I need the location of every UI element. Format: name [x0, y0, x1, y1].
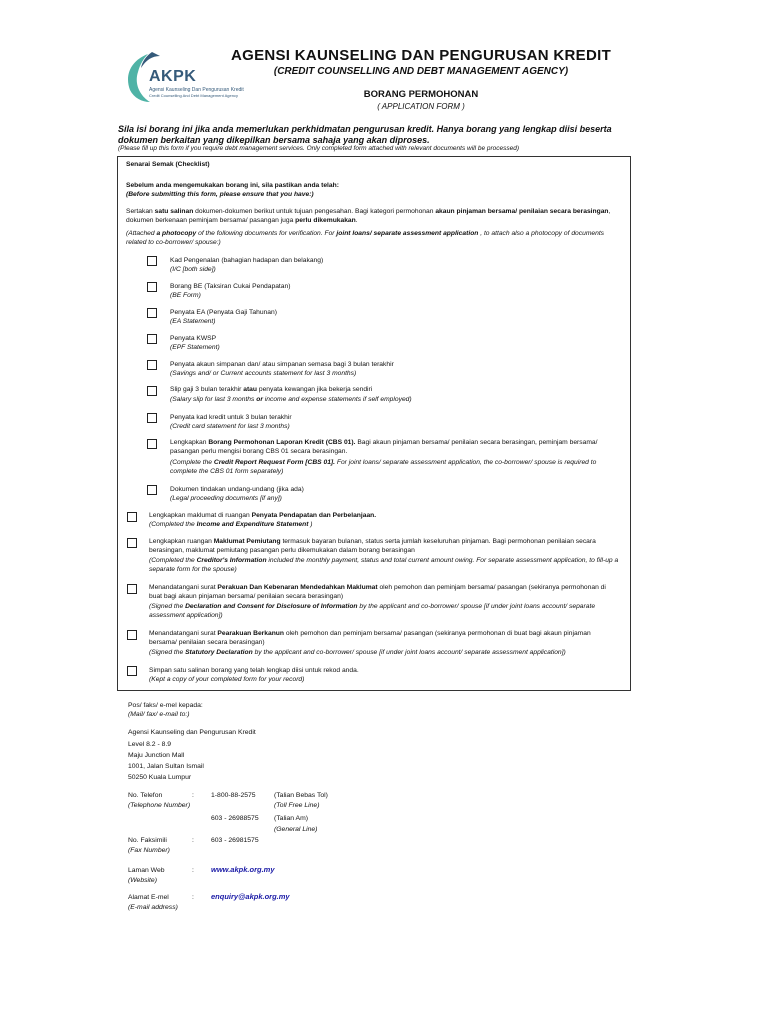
text: penyata kewangan jika bekerja sendiri	[257, 386, 373, 393]
item-label-ms	[149, 630, 619, 647]
tel-toll-free-note-ms: (Talian Bebas Tol)	[274, 792, 328, 799]
email-label-ms: Alamat E-mel	[128, 894, 169, 901]
checkbox-doc-ea[interactable]	[147, 308, 157, 318]
text-bold: Statutory Declaration	[185, 649, 253, 656]
tel-toll-free-note-en: (Toll Free Line)	[274, 802, 320, 809]
doc-label-ms: Penyata EA (Penyata Gaji Tahunan)	[170, 309, 277, 316]
text: oleh pemohon dan peminjam bersama/ pasangan (sekiranya permohonan di buat bagi akaun pinjaman bersama/ penilaian secara berasingan)	[149, 630, 591, 646]
checklist-box	[117, 156, 631, 691]
tel-toll-free: 1-800-88-2575	[211, 792, 256, 799]
text: (Attached	[126, 230, 157, 237]
web-label-en: (Website)	[128, 877, 157, 884]
text: oleh pemohon dan peminjam bersama/ pasangan (sekiranya permohonan di buat bagi akaun pinjaman bersama/ penilaian secara berasingan)	[149, 584, 606, 600]
form-subtitle: ( APPLICATION FORM )	[377, 102, 465, 111]
doc-label-ms: Dokumen tindakan undang-undang (jika ada)	[170, 486, 304, 493]
item-label-ms: Simpan satu salinan borang yang telah lengkap diisi untuk rekod anda.	[149, 667, 359, 674]
text: (Signed the	[149, 649, 186, 656]
send-to-ms: Pos/ faks/ e-mel kepada:	[128, 702, 203, 709]
text-bold: Declaration and Consent for Disclosure of Information	[185, 603, 358, 610]
fax-number: 603 - 26981575	[211, 837, 259, 844]
text: Slip gaji 3 bulan terakhir	[170, 386, 244, 393]
item-label-ms	[149, 538, 619, 555]
address-line: Agensi Kaunseling dan Pengurusan Kredit	[128, 729, 256, 736]
address-line: 50250 Kuala Lumpur	[128, 774, 192, 781]
colon: :	[192, 867, 194, 874]
text: , to attach also a photocopy of documents related to co-borrower/ spouse:)	[126, 230, 605, 246]
text: For joint loans/ separate assessment application, the co-borrower/ spouse is required to complete the CBS 01 form separately)	[170, 459, 597, 475]
logo-tagline-en: Credit Counselling And Debt Management Agency	[149, 93, 238, 98]
doc-label-en: (I/C [both side])	[170, 266, 216, 273]
text: (Complete the	[170, 459, 214, 466]
website-link[interactable]: www.akpk.org.my	[211, 865, 275, 874]
text: Menandatangani surat	[149, 630, 218, 637]
email-label-en: (E-mail address)	[128, 904, 178, 911]
tel-label-ms: No. Telefon	[128, 792, 163, 799]
doc-label-ms: Borang BE (Taksiran Cukai Pendapatan)	[170, 283, 291, 290]
doc-label-en: (Credit card statement for last 3 months)	[170, 423, 290, 430]
form-title: BORANG PERMOHONAN	[363, 89, 479, 100]
colon: :	[192, 792, 194, 799]
text: income and expense statements if self employed)	[262, 396, 412, 403]
doc-label-en: (EPF Statement)	[170, 344, 220, 351]
text: termasuk bayaran bulanan, status serta jumlah keseluruhan pinjaman. Bagi permohonan penilaian secara berasingan, maklumat pemiutang pasangan perlu dikemukakan dalam borang berasingan	[149, 538, 596, 554]
doc-label-ms: Penyata KWSP	[170, 335, 217, 342]
doc-label-ms	[170, 386, 372, 395]
text-bold: satu salinan	[154, 208, 194, 215]
doc-label-en	[170, 459, 620, 476]
logo-tagline-ms: Agensi Kaunseling Dan Pengurusan Kredit	[149, 87, 244, 93]
doc-label-en: (EA Statement)	[170, 318, 216, 325]
text: (Completed the	[149, 557, 197, 564]
logo-name: AKPK	[149, 68, 197, 85]
text: Sertakan	[126, 208, 155, 215]
checkbox-doc-salary[interactable]	[147, 386, 157, 396]
checkbox-doc-kwsp[interactable]	[147, 334, 157, 344]
checkbox-doc-credit-card[interactable]	[147, 413, 157, 423]
text: by the applicant and co-borrower/ spouse [if under joint loans account/ separate assessment application])	[149, 603, 596, 619]
text-bold: or	[256, 396, 263, 403]
text-bold: Perakuan Dan Kebenaran Mendedahkan Maklumat	[217, 584, 378, 591]
text-bold: Penyata Pendapatan dan Perbelanjaan.	[251, 512, 377, 519]
checkbox-doc-savings[interactable]	[147, 360, 157, 370]
before-submit-ms: Sebelum anda mengemukakan borang ini, sila pastikan anda telah:	[126, 182, 339, 189]
doc-label-en: (Legal proceeding documents [if any])	[170, 495, 282, 502]
text-bold: Maklumat Pemiutang	[213, 538, 281, 545]
doc-label-en: (Savings and/ or Current accounts statement for last 3 months)	[170, 370, 357, 377]
checkbox-keep-copy[interactable]	[127, 666, 137, 676]
checkbox-statutory-declaration[interactable]	[127, 630, 137, 640]
doc-label-ms: Penyata akaun simpanan dan/ atau simpanan semasa bagi 3 bulan terakhir	[170, 361, 394, 368]
doc-label-ms	[170, 439, 620, 456]
checklist-heading: Senarai Semak (Checklist)	[126, 161, 210, 168]
text-bold: Creditor's Information	[196, 557, 267, 564]
item-label-ms	[149, 512, 376, 521]
checkbox-doc-cbs01[interactable]	[147, 439, 157, 449]
address-line: 1001, Jalan Sultan Ismail	[128, 763, 204, 770]
text: (Signed the	[149, 603, 186, 610]
tel-general: 603 - 26988575	[211, 815, 259, 822]
text: Lengkapkan ruangan	[149, 538, 214, 545]
doc-label-ms: Penyata kad kredit untuk 3 bulan terakhir	[170, 414, 292, 421]
fax-label-en: (Fax Number)	[128, 847, 170, 854]
text-bold: atau	[243, 386, 257, 393]
item-label-en	[149, 521, 313, 530]
email-link[interactable]: enquiry@akpk.org.my	[211, 892, 290, 901]
text-bold: akaun pinjaman bersama/ penilaian secara berasingan	[435, 208, 609, 215]
colon: :	[192, 894, 194, 901]
tel-label-en: (Telephone Number)	[128, 802, 191, 809]
text-bold: a photocopy	[156, 230, 197, 237]
attach-instruction-en	[126, 230, 621, 247]
text: Lengkapkan maklumat di ruangan	[149, 512, 252, 519]
text-bold: Borang Permohonan Laporan Kredit	[208, 439, 324, 446]
text: included the monthly payment, status and total current amount owing. For separate assessment application, to fill-up a separate form for the spouse)	[149, 557, 619, 573]
item-label-en	[149, 603, 619, 620]
item-label-ms	[149, 584, 619, 601]
doc-label-en: (BE Form)	[170, 292, 201, 299]
text: Bagi akaun pinjaman bersama/ penilaian secara berasingan, peminjam bersama/ pasangan perlu mengisi borang CBS 01 secara berasingan.	[170, 439, 598, 455]
item-label-en	[149, 557, 619, 574]
item-label-en: (Kept a copy of your completed form for your record)	[149, 676, 305, 683]
checkbox-consent-letter[interactable]	[127, 584, 137, 594]
organisation-subtitle: (CREDIT COUNSELLING AND DEBT MANAGEMENT AGENCY)	[273, 66, 569, 77]
address-line: Level 8.2 - 8.9	[128, 741, 172, 748]
checkbox-doc-ic[interactable]	[147, 256, 157, 266]
doc-label-en	[170, 396, 412, 405]
intro-text-ms: Sila isi borang ini jika anda memerlukan perkhidmatan pengurusan kredit. Hanya borang yang lengkap diisi beserta dokumen berkaitan yang dikepilkan bersama sahaja yang akan diproses.	[118, 124, 612, 145]
text-bold: Credit Report Request Form [CBS 01].	[213, 459, 336, 466]
text: .	[355, 216, 358, 224]
checkbox-doc-legal[interactable]	[147, 485, 157, 495]
checkbox-doc-be[interactable]	[147, 282, 157, 292]
text-bold: Pearakuan Berkanun	[217, 630, 284, 637]
checkbox-creditor-info[interactable]	[127, 538, 137, 548]
colon: :	[192, 837, 194, 844]
tel-general-note-en: (General Line)	[274, 826, 318, 833]
organisation-title: AGENSI KAUNSELING DAN PENGURUSAN KREDIT	[230, 47, 612, 64]
web-label-ms: Laman Web	[128, 867, 165, 874]
text: (Salary slip for last 3 months	[170, 396, 257, 403]
text: (Completed the	[149, 521, 197, 528]
text-bold: Income and Expenditure Statement	[196, 521, 309, 528]
before-submit-en: (Before submitting this form, please ensure that you have:)	[126, 191, 314, 198]
attach-instruction-ms	[126, 208, 621, 225]
checkbox-income-statement[interactable]	[127, 512, 137, 522]
text-bold: perlu dikemukakan	[295, 216, 356, 224]
text-bold: (CBS 01).	[323, 439, 356, 446]
text: )	[308, 521, 313, 528]
text: Menandatangani surat	[149, 584, 218, 591]
address-line: Maju Junction Mall	[128, 752, 185, 759]
text: of the following documents for verification. For	[196, 230, 337, 237]
doc-label-ms: Kad Pengenalan (bahagian hadapan dan belakang)	[170, 257, 324, 264]
tel-general-note-ms: (Talian Am)	[274, 815, 308, 822]
item-label-en	[149, 649, 619, 658]
text-bold: joint loans/ separate assessment application	[336, 230, 479, 237]
text: , dokumen berkenaan peminjam bersama/ pasangan juga	[126, 208, 611, 224]
intro-text-en: (Please fill up this form if you require debt management services. Only completed form attached with relevant documents will be processed)	[118, 145, 520, 152]
text: dokumen-dokumen berikut untuk tujuan pengesahan. Bagi kategori permohonan	[193, 208, 436, 215]
send-to-en: (Mail/ fax/ e-mail to:)	[128, 711, 190, 718]
text: by the applicant and co-borrower/ spouse [if under joint loans account/ separate assessment application])	[252, 649, 566, 656]
text: Lengkapkan	[170, 439, 209, 446]
fax-label-ms: No. Faksimili	[128, 837, 167, 844]
